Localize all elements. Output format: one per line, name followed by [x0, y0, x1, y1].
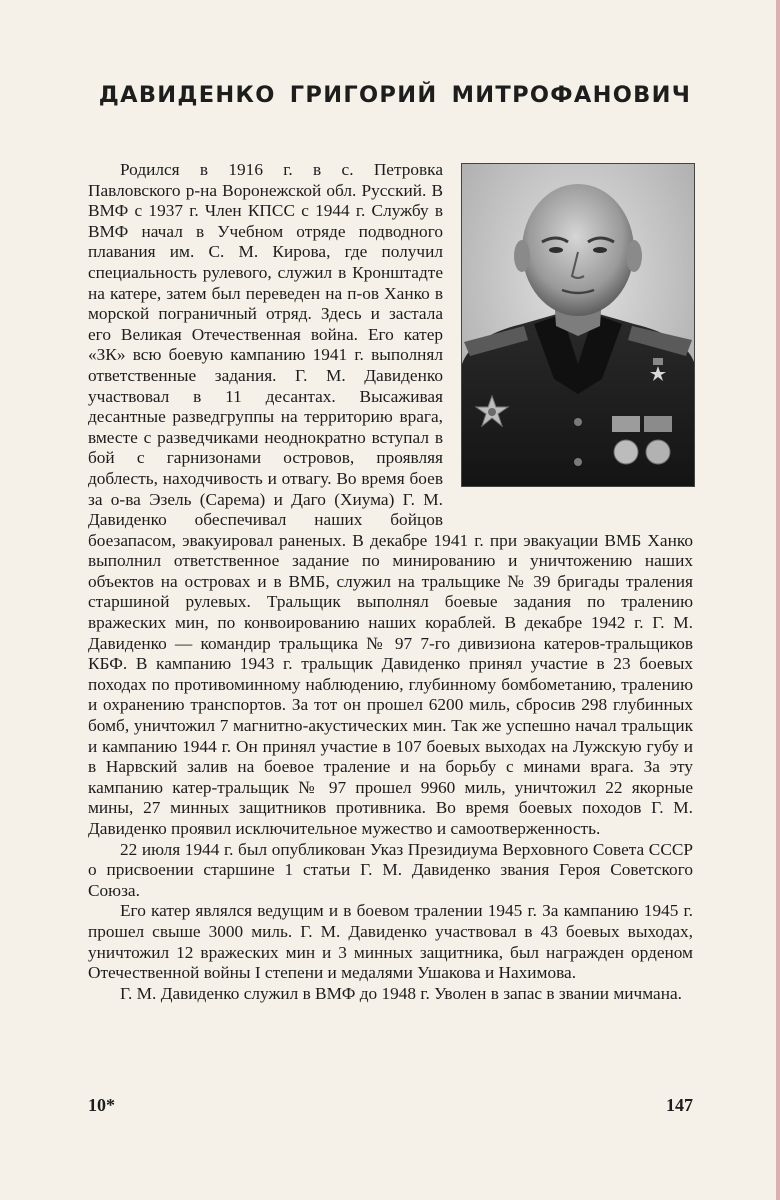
biography-text	[88, 160, 693, 1004]
paragraph: Родился в 1916 г. в с. Петровка Павловского р-на Воронежской обл. Русский. В ВМФ с 1937 г. Член КПСС с 1944 г. Службу в ВМФ начал в Учебном отряде подводного плавания им. С. М. Кирова, где получил специальность рулевого, служил в Кронштадте на катере, затем был переведен на п-ов Ханко в морской пограничный отряд. Здесь и застала его Великая Отечественная война. Его катер «ЗК» всю боевую кампанию 1941 г. выполнял ответственные задания. Г. М. Давиденко участвовал в 11 десантах. Высаживая десантные разведгруппы на территорию врага, вместе с разведчиками неоднократно вступал в бой с гарнизонами островов, проявляя доблесть, находчивость и отвагу. Во время боев за о-ва Эзель (Сарема) и Даго (Хиума) Г. М. Давиденко обеспечивал наших бойцов боезапасом, эвакуировал раненых. В декабре 1941 г. при эвакуации ВМБ Ханко выполнил ответственное задание по минированию и уничтожению наших объектов на островах и в ВМБ, служил на тральщике № 39 бригады траления старшиной рулевых. Тральщик выполнял боевые задания по тралению вражеских мин, по конвоированию наших кораблей. В декабре 1942 г. Г. М. Давиденко — командир тральщика № 97 7-го дивизиона катеров-тральщиков КБФ. В кампанию 1943 г. тральщик Давиденко принял участие в 23 боевых походах по противоминному наблюдению, глубинному бомбометанию, тралению и охранению транспортов. За тот он прошел 6200 миль, сбросив 298 глубинных бомб, уничтожил 7 магнитно-акустических мин. Так же успешно начал тральщик и кампанию 1944 г. Он принял участие в 107 боевых выходах на Лужскую губу и в Нарвский залив на боевое траление и на борьбу с минами врага. За эту кампанию катер-тральщик № 97 прошел 9960 миль, уничтожил 22 якорные мины, 27 минных защитников противника. Во время боевых походов Г. М. Давиденко проявил исключительное мужество и самоотверженность.	[88, 160, 693, 838]
signature-mark: 10*	[88, 1095, 115, 1115]
page-number: 147	[666, 1095, 693, 1115]
paragraph: Г. М. Давиденко служил в ВМФ до 1948 г. Уволен в запас в звании мичмана.	[120, 983, 682, 1003]
photo-text-wrap	[443, 160, 693, 512]
paragraph: 22 июля 1944 г. был опубликован Указ Президиума Верховного Совета СССР о присвоении старшине 1 статьи Г. М. Давиденко звания Героя Советского Союза.	[88, 839, 693, 900]
page-title: ДАВИДЕНКО ГРИГОРИЙ МИТРОФАНОВИЧ	[98, 82, 692, 108]
page-edge	[776, 0, 780, 1200]
paragraph: Его катер являлся ведущим и в боевом тралении 1945 г. За кампанию 1945 г. прошел свыше 3000 миль. Г. М. Давиденко участвовал в 43 боевых выходах, уничтожил 12 вражеских мин и 3 минных защитника, был награжден орденом Отечественной войны I степени и медалями Ушакова и Нахимова.	[88, 901, 693, 983]
